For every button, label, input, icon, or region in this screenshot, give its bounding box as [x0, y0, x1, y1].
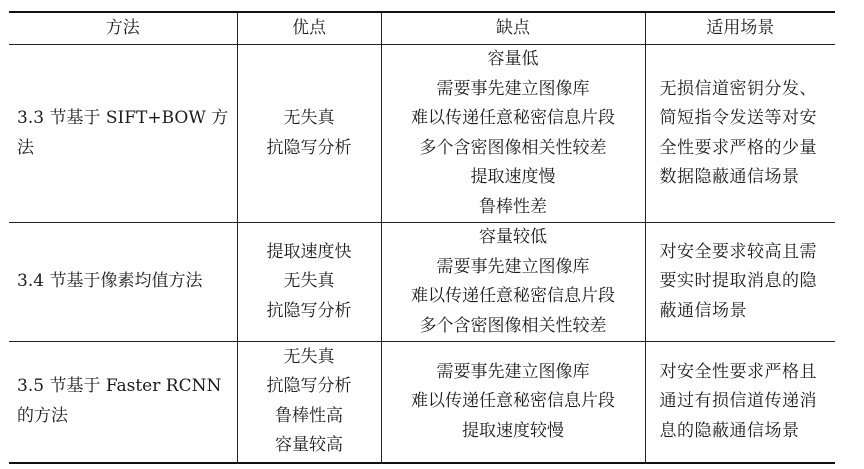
header-row — [9, 12, 835, 45]
cons-item: 提取速度慢 — [470, 167, 556, 187]
cons-item: 容量低 — [487, 49, 539, 69]
comparison-table — [9, 11, 835, 464]
method-cell: 3.3 节基于 SIFT+BOW 方法 — [9, 45, 237, 223]
cons-item: 多个含密图像相关性较差 — [419, 315, 607, 336]
cons-item: 容量较低 — [479, 227, 547, 247]
scenario-cell: 对安全性要求严格且通过有损信道传递消息的隐蔽通信场景 — [645, 342, 835, 463]
cons-cell — [381, 223, 645, 342]
pros-item: 容量较高 — [275, 435, 343, 456]
cons-item: 鲁棒性差 — [479, 196, 547, 217]
cons-cell — [381, 45, 645, 223]
header-scenario: 适用场景 — [645, 12, 835, 45]
table-row — [9, 223, 835, 342]
cons-item: 多个含密图像相关性较差 — [419, 137, 607, 158]
pros-item: 无失真 — [283, 346, 335, 367]
header-pros: 优点 — [237, 12, 381, 45]
pros-cell — [237, 45, 381, 223]
pros-item: 无失真 — [283, 108, 335, 128]
table-row — [9, 45, 835, 223]
pros-cell — [237, 223, 381, 342]
cons-item: 难以传递任意秘密信息片段 — [411, 108, 615, 128]
cons-item: 需要事先建立图像库 — [436, 256, 590, 277]
pros-item: 抗隐写分析 — [266, 376, 352, 397]
cons-item: 难以传递任意秘密信息片段 — [411, 286, 615, 306]
pros-item: 抗隐写分析 — [266, 137, 352, 158]
pros-item: 抗隐写分析 — [266, 300, 352, 321]
cons-item: 提取速度较慢 — [462, 420, 564, 441]
scenario-cell: 无损信道密钥分发、简短指令发送等对安全性要求严格的少量数据隐蔽通信场景 — [645, 45, 835, 223]
pros-item: 提取速度快 — [266, 241, 352, 262]
cons-item: 难以传递任意秘密信息片段 — [411, 391, 615, 411]
scenario-cell: 对安全要求较高且需要实时提取消息的隐蔽通信场景 — [645, 223, 835, 342]
table-row — [9, 342, 835, 463]
pros-cell — [237, 342, 381, 463]
cons-item: 需要事先建立图像库 — [436, 78, 590, 99]
cons-cell — [381, 342, 645, 463]
cons-item: 需要事先建立图像库 — [436, 361, 590, 382]
method-cell: 3.4 节基于像素均值方法 — [9, 223, 237, 342]
header-method: 方法 — [9, 12, 237, 45]
header-cons: 缺点 — [381, 12, 645, 45]
pros-item: 鲁棒性高 — [275, 405, 343, 426]
pros-item: 无失真 — [283, 271, 335, 292]
method-cell: 3.5 节基于 Faster RCNN 的方法 — [9, 342, 237, 463]
